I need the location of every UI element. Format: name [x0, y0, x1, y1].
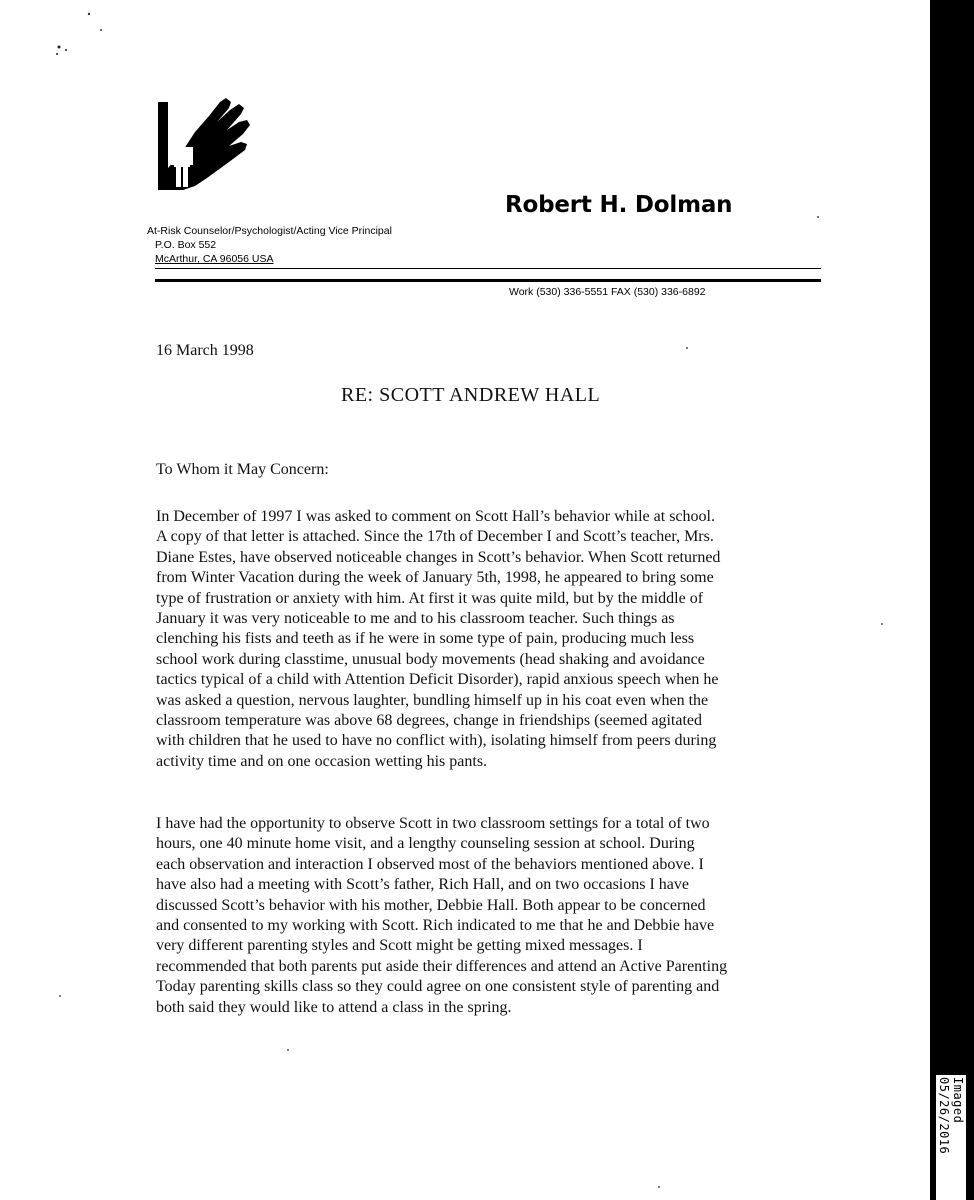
paragraph-line: classroom temperature was above 68 degrees, change in friendships (seemed agitated: [156, 712, 703, 730]
paragraph-line: very different parenting styles and Scott might be getting mixed messages. I: [156, 937, 643, 955]
paragraph-line: type of frustration or anxiety with him. At first it was quite mild, but by the middle of: [156, 589, 704, 607]
letterhead-address: [147, 224, 392, 266]
paragraph-line: January it was very noticeable to me and to his classroom teacher. Such things as: [156, 610, 675, 628]
paragraph-line: A copy of that letter is attached. Since the 17th of December I and Scott’s teacher, Mrs.: [156, 528, 714, 546]
letterhead-contact: Work (530) 336-5551 FAX (530) 336-6892: [509, 286, 706, 298]
paragraph-line: tactics typical of a child with Attention Deficit Disorder), rapid anxious speech when he: [156, 671, 719, 689]
letter-subject: RE: SCOTT ANDREW HALL: [341, 384, 601, 406]
paragraph-line: from Winter Vacation during the week of January 5th, 1998, he appeared to bring some: [156, 569, 714, 587]
letter-salutation: To Whom it May Concern:: [156, 461, 329, 478]
paragraph-line: recommended that both parents put aside their differences and attend an Active Parenting: [156, 957, 728, 975]
paragraph-line: Diane Estes, have observed noticeable changes in Scott’s behavior. When Scott returned: [156, 548, 721, 566]
hand-with-person-icon: [155, 94, 251, 190]
paragraph-line: In December of 1997 I was asked to comment on Scott Hall’s behavior while at school.: [156, 508, 715, 525]
letterhead-rule-thick: [155, 279, 821, 282]
address-line-pobox: P.O. Box 552: [155, 239, 217, 251]
address-line-title: At-Risk Counselor/Psychologist/Acting Vice Principal: [147, 225, 392, 237]
paragraph-line: activity time and on one occasion wetting his pants.: [156, 752, 488, 770]
letterhead-name: Robert H. Dolman: [505, 192, 733, 218]
paragraph-line: and consented to my working with Scott. Rich indicated to me that he and Debbie have: [156, 917, 715, 935]
paragraph-line: clenching his fists and teeth as if he were in some type of pain, producing much less: [156, 630, 695, 648]
imaged-date-stamp: Imaged 05/26/2016: [936, 1075, 966, 1200]
paragraph-line: each observation and interaction I observed most of the behaviors mentioned above. I: [156, 855, 704, 873]
letter-paragraph-2: [156, 814, 816, 1018]
letter-paragraph-1: [156, 507, 816, 772]
paragraph-line: I have had the opportunity to observe Scott in two classroom settings for a total of two: [156, 815, 710, 832]
paragraph-line: discussed Scott’s behavior with his mother, Debbie Hall. Both appear to be concerned: [156, 896, 706, 914]
paragraph-line: hours, one 40 minute home visit, and a lengthy counseling session at school. During: [156, 835, 695, 853]
paragraph-line: school work during classtime, unusual body movements (head shaking and avoidance: [156, 650, 705, 668]
paragraph-line: both said they would like to attend a class in the spring.: [156, 998, 512, 1016]
letter-date: 16 March 1998: [156, 342, 254, 359]
address-line-city: McArthur, CA 96056 USA: [155, 253, 274, 265]
paragraph-line: was asked a question, nervous laughter, bundling himself up in his coat even when the: [156, 691, 709, 709]
paragraph-line: have also had a meeting with Scott’s father, Rich Hall, and on two occasions I have: [156, 876, 689, 894]
paragraph-line: with children that he used to have no conflict with), isolating himself from peers during: [156, 732, 717, 750]
letterhead-rule-thin: [155, 268, 821, 269]
paragraph-line: Today parenting skills class so they could agree on one consistent style of parenting and: [156, 978, 720, 996]
